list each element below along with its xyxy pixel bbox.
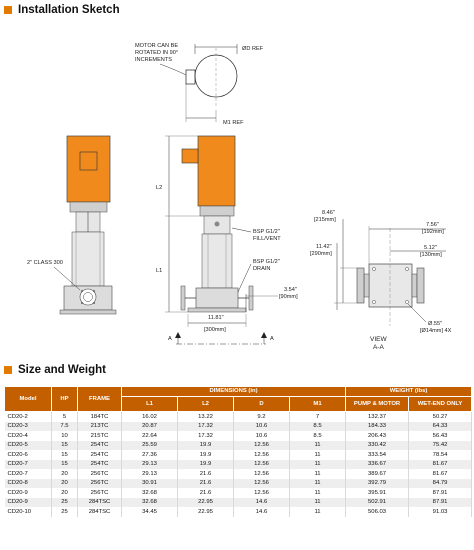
cell-l1: 34.45 <box>122 507 178 517</box>
cell-hp: 15 <box>52 450 78 460</box>
cell-l2: 22.95 <box>178 507 234 517</box>
flange-bolt-1 <box>81 290 83 292</box>
table-row <box>5 412 472 422</box>
cell-model: CD20-3 <box>5 422 52 432</box>
cell-m1: 11 <box>290 460 346 470</box>
cell-model: CD20-10 <box>5 507 52 517</box>
cell-pump-motor: 506.03 <box>346 507 409 517</box>
cell-d: 14.6 <box>234 498 290 508</box>
section-a-label-left: A <box>168 336 172 342</box>
left-foot-plate <box>60 310 116 314</box>
table-row <box>5 431 472 441</box>
dim-1181-in: 11.81" <box>208 315 224 321</box>
installation-sketch-drawing <box>0 18 474 358</box>
cell-model: CD20-7 <box>5 460 52 470</box>
cell-l1: 27.36 <box>122 450 178 460</box>
section-arrow-right <box>261 332 267 338</box>
front-pump-view <box>156 136 298 344</box>
cell-l2: 17.32 <box>178 422 234 432</box>
table-row <box>5 422 472 432</box>
flange-bolt-2 <box>93 290 95 292</box>
cell-wet-end: 87.91 <box>409 498 472 508</box>
flange-bolt-4 <box>93 302 95 304</box>
view-flange-right <box>417 268 424 303</box>
cell-d: 10.6 <box>234 431 290 441</box>
cell-hp: 7.5 <box>52 422 78 432</box>
l2-label: L2 <box>156 185 163 191</box>
cell-hp: 25 <box>52 498 78 508</box>
cell-frame: 254TC <box>78 450 122 460</box>
cell-m1: 7 <box>290 412 346 422</box>
header-wet-end: WET-END ONLY <box>409 397 472 412</box>
cell-frame: 213TC <box>78 422 122 432</box>
header-l1: L1 <box>122 397 178 412</box>
table-row <box>5 469 472 479</box>
cell-l1: 29.13 <box>122 460 178 470</box>
cell-hp: 10 <box>52 431 78 441</box>
front-pump-sleeve <box>202 234 232 288</box>
cell-hp: 20 <box>52 469 78 479</box>
fill-vent-label-line2: FILL/VENT <box>253 236 281 242</box>
flange-bolt-3 <box>81 302 83 304</box>
cell-frame: 284TSC <box>78 507 122 517</box>
front-motor-adapter <box>200 206 234 216</box>
dim-1142-mm: [290mm] <box>310 251 332 257</box>
cell-pump-motor: 330.42 <box>346 441 409 451</box>
cell-wet-end: 81.67 <box>409 469 472 479</box>
cell-l1: 22.64 <box>122 431 178 441</box>
base-hole-4 <box>405 300 408 303</box>
cell-hp: 25 <box>52 507 78 517</box>
drain-label-line1: BSP G1/2" <box>253 259 280 265</box>
hole-leader <box>408 304 426 322</box>
od-ref-label: ØD REF <box>242 46 264 52</box>
cell-model: CD20-9 <box>5 488 52 498</box>
cell-m1: 11 <box>290 441 346 451</box>
table-row <box>5 460 472 470</box>
cell-model: CD20-7 <box>5 469 52 479</box>
view-flange-right-neck <box>412 274 417 297</box>
table-row <box>5 488 472 498</box>
cell-wet-end: 81.67 <box>409 460 472 470</box>
header-m1: M1 <box>290 397 346 412</box>
table-row <box>5 498 472 508</box>
cell-l2: 21.6 <box>178 469 234 479</box>
m1-ref-label: M1 REF <box>223 120 244 126</box>
dim-055-in: Ø.55" <box>428 321 443 327</box>
cell-m1: 11 <box>290 488 346 498</box>
cell-hp: 20 <box>52 488 78 498</box>
header-l2: L2 <box>178 397 234 412</box>
motor-note-leader <box>160 64 186 75</box>
cell-l1: 32.68 <box>122 498 178 508</box>
front-coupling-icon <box>215 222 220 227</box>
cell-frame: 284TSC <box>78 498 122 508</box>
cell-wet-end: 64.33 <box>409 422 472 432</box>
cell-m1: 11 <box>290 507 346 517</box>
cell-m1: 11 <box>290 479 346 489</box>
fill-vent-leader <box>232 228 251 232</box>
cell-pump-motor: 333.54 <box>346 450 409 460</box>
header-pump-motor: PUMP & MOTOR <box>346 397 409 412</box>
front-motor-body <box>198 136 235 206</box>
dim-055-mm: [Ø14mm] 4X <box>420 328 452 334</box>
view-flange-left <box>357 268 364 303</box>
cell-frame: 256TC <box>78 479 122 489</box>
base-hole-3 <box>372 300 375 303</box>
cell-m1: 11 <box>290 469 346 479</box>
motor-note-line3: INCREMENTS <box>135 57 172 63</box>
installation-sketch-title: Installation Sketch <box>18 4 120 16</box>
cell-wet-end: 50.27 <box>409 412 472 422</box>
size-weight-table <box>4 386 472 517</box>
cell-frame: 184TC <box>78 412 122 422</box>
front-pump-base <box>196 288 238 308</box>
cell-l2: 22.95 <box>178 498 234 508</box>
table-row <box>5 479 472 489</box>
cell-l1: 32.68 <box>122 488 178 498</box>
view-flange-left-neck <box>364 274 369 297</box>
cell-l1: 29.13 <box>122 469 178 479</box>
size-weight-heading <box>4 364 106 376</box>
junction-box-top <box>186 70 195 84</box>
header-hp: HP <box>52 387 78 412</box>
view-label-line1: VIEW <box>370 336 387 343</box>
section-arrow-left <box>175 332 181 338</box>
cell-pump-motor: 206.43 <box>346 431 409 441</box>
left-motor-adapter <box>70 202 107 212</box>
top-view <box>135 43 264 126</box>
cell-model: CD20-2 <box>5 412 52 422</box>
cell-l2: 13.22 <box>178 412 234 422</box>
front-junction-box <box>182 149 198 163</box>
cell-hp: 15 <box>52 460 78 470</box>
header-d: D <box>234 397 290 412</box>
cell-d: 10.6 <box>234 422 290 432</box>
dim-1181-mm: [300mm] <box>204 327 226 333</box>
cell-d: 12.56 <box>234 488 290 498</box>
cell-d: 14.6 <box>234 507 290 517</box>
front-flange-right <box>249 286 253 310</box>
cell-d: 12.56 <box>234 441 290 451</box>
cell-model: CD20-6 <box>5 450 52 460</box>
cell-l1: 20.87 <box>122 422 178 432</box>
cell-frame: 215TC <box>78 431 122 441</box>
cell-pump-motor: 502.91 <box>346 498 409 508</box>
cell-m1: 11 <box>290 450 346 460</box>
cell-frame: 254TC <box>78 460 122 470</box>
l1-label: L1 <box>156 268 163 274</box>
dim-756-in: 7.56" <box>426 222 439 228</box>
cell-pump-motor: 392.79 <box>346 479 409 489</box>
header-model: Model <box>5 387 52 412</box>
installation-sketch-heading <box>4 4 120 16</box>
cell-model: CD20-4 <box>5 431 52 441</box>
table-row <box>5 450 472 460</box>
cell-pump-motor: 132.37 <box>346 412 409 422</box>
cell-pump-motor: 389.67 <box>346 469 409 479</box>
orange-square-icon <box>4 366 12 374</box>
dim-846-mm: [215mm] <box>314 217 336 223</box>
dim-846-in: 8.46" <box>322 210 335 216</box>
dim-512-in: 5.12" <box>424 245 437 251</box>
cell-l1: 30.91 <box>122 479 178 489</box>
drain-label-line2: DRAIN <box>253 266 271 272</box>
fill-vent-label-line1: BSP G1/2" <box>253 229 280 235</box>
cell-wet-end: 78.54 <box>409 450 472 460</box>
cell-l2: 21.6 <box>178 488 234 498</box>
cell-hp: 5 <box>52 412 78 422</box>
motor-note-line1: MOTOR CAN BE <box>135 43 179 49</box>
view-a-a <box>310 210 452 351</box>
cell-d: 12.56 <box>234 450 290 460</box>
section-a-label-right: A <box>270 336 274 342</box>
base-footprint <box>369 264 412 307</box>
cell-wet-end: 91.03 <box>409 507 472 517</box>
view-label-line2: A-A <box>373 344 384 351</box>
header-frame: FRAME <box>78 387 122 412</box>
motor-note-line2: ROTATED IN 90° <box>135 50 179 56</box>
cell-frame: 256TC <box>78 469 122 479</box>
cell-l2: 17.32 <box>178 431 234 441</box>
cell-frame: 254TC <box>78 441 122 451</box>
cell-model: CD20-5 <box>5 441 52 451</box>
table-row <box>5 507 472 517</box>
cell-d: 12.56 <box>234 460 290 470</box>
cell-d: 12.56 <box>234 479 290 489</box>
table-row <box>5 441 472 451</box>
cell-model: CD20-8 <box>5 479 52 489</box>
cell-hp: 20 <box>52 479 78 489</box>
cell-wet-end: 84.79 <box>409 479 472 489</box>
cell-pump-motor: 395.91 <box>346 488 409 498</box>
left-pump-sleeve <box>72 232 104 286</box>
size-weight-title: Size and Weight <box>18 364 106 376</box>
orange-square-icon <box>4 6 12 14</box>
cell-frame: 256TC <box>78 488 122 498</box>
cell-pump-motor: 184.33 <box>346 422 409 432</box>
cell-m1: 8.5 <box>290 422 346 432</box>
dim-354-mm: [90mm] <box>279 294 298 300</box>
cell-pump-motor: 336.67 <box>346 460 409 470</box>
cell-l2: 21.6 <box>178 479 234 489</box>
dim-1142-in: 11.42" <box>316 244 332 250</box>
cell-hp: 15 <box>52 441 78 451</box>
cell-m1: 8.5 <box>290 431 346 441</box>
cell-wet-end: 75.42 <box>409 441 472 451</box>
header-dimensions: DIMENSIONS (in) <box>122 387 346 397</box>
cell-l2: 19.9 <box>178 450 234 460</box>
cell-l1: 16.02 <box>122 412 178 422</box>
base-hole-2 <box>405 267 408 270</box>
front-foot-plate <box>188 308 246 312</box>
cell-model: CD20-9 <box>5 498 52 508</box>
front-flange-left <box>181 286 185 310</box>
cell-l1: 25.59 <box>122 441 178 451</box>
dim-354-in: 3.54" <box>284 287 297 293</box>
cell-d: 12.56 <box>234 469 290 479</box>
cell-wet-end: 87.91 <box>409 488 472 498</box>
left-flange-inner <box>84 293 93 302</box>
dim-512-mm: [130mm] <box>420 252 442 258</box>
cell-m1: 11 <box>290 498 346 508</box>
cell-d: 9.2 <box>234 412 290 422</box>
cell-l2: 19.9 <box>178 441 234 451</box>
header-weight: WEIGHT (lbs) <box>346 387 472 397</box>
dim-756-mm: [192mm] <box>422 229 444 235</box>
cell-wet-end: 56.43 <box>409 431 472 441</box>
left-junction-box <box>80 152 97 170</box>
class300-label: 2" CLASS 300 <box>27 260 63 266</box>
cell-l2: 19.9 <box>178 460 234 470</box>
base-hole-1 <box>372 267 375 270</box>
left-pump-view <box>27 136 116 314</box>
